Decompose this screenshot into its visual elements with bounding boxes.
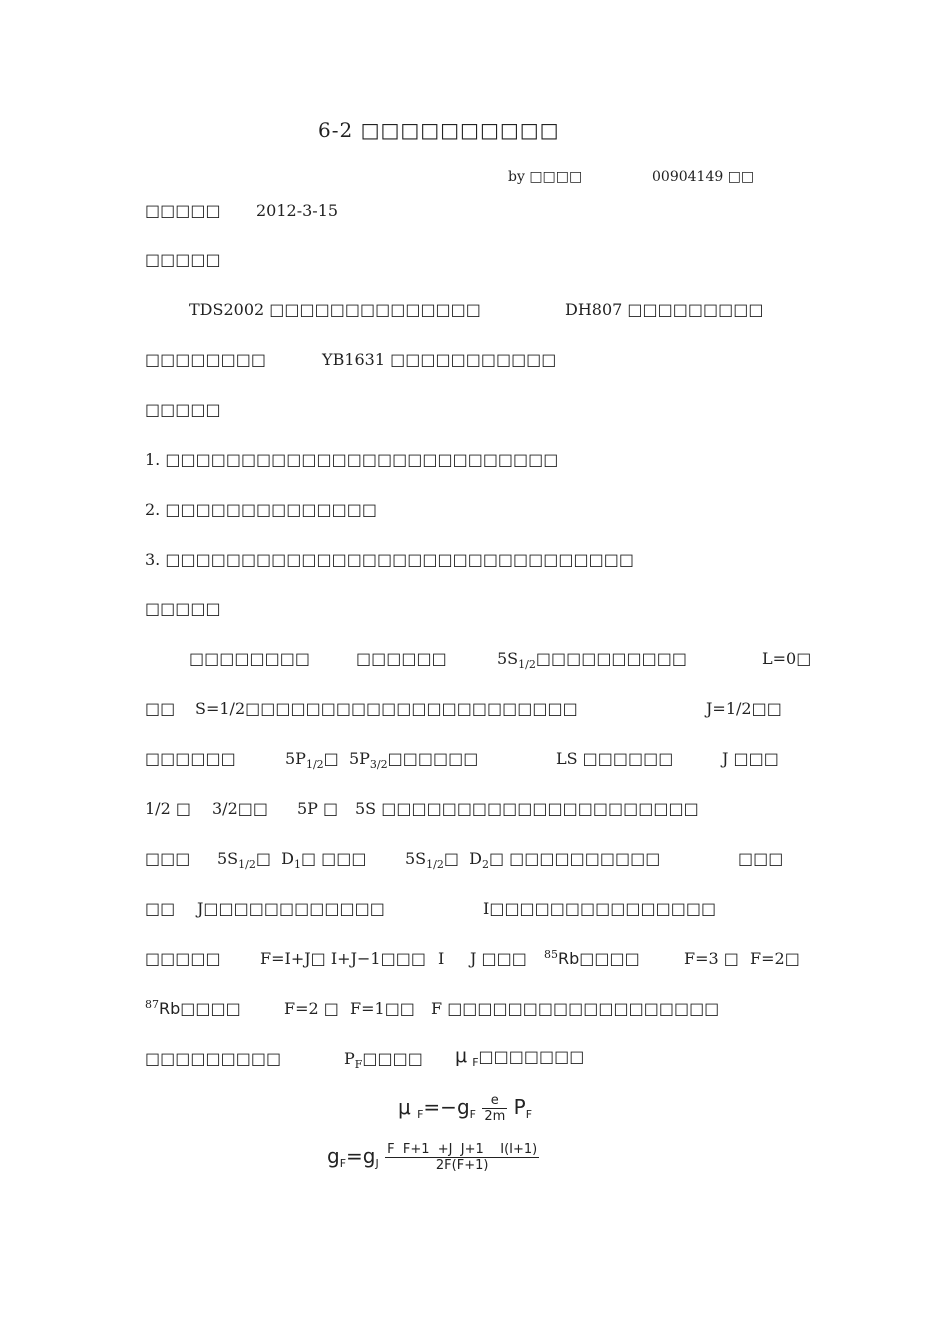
term-pf: $P_F□□□□$ — [344, 1049, 423, 1071]
principle-text: □□□□□□□□ — [189, 649, 310, 668]
principle-text: LS □□□□□□ — [556, 749, 674, 768]
author-byline: by □□□□ — [508, 169, 583, 185]
principle-text: F □□□□□□□□□□□□□□□□□□ — [431, 999, 720, 1018]
principle-text: □□□ — [738, 849, 784, 868]
formula-magnetic-moment: μ $_F=-g_F$ $\frac{e}{2m}$ $P_F$ — [398, 1093, 533, 1124]
principle-text: F=2 □ — [284, 999, 339, 1018]
principle-text: 1/2 □ — [145, 799, 191, 818]
equipment-line2-b: YB1631 □□□□□□□□□□□ — [322, 350, 557, 369]
isotope-rb87: $^{87}$Rb□□□□ — [145, 998, 241, 1018]
principle-text: F=2□ — [750, 949, 800, 968]
principle-text: J □□□ — [722, 749, 779, 768]
term-mu-f: μ $_F$□□□□□□□ — [455, 1045, 585, 1069]
objective-item-3: 3. □□□□□□□□□□□□□□□□□□□□□□□□□□□□□□□ — [145, 550, 634, 569]
principle-text: 3/2□□ — [212, 799, 268, 818]
formula-lande-factor: $g_F=g_J$ $\frac{\text{F F+1 +J J+1 I(I+1)}}{2F(F+1)}$ — [327, 1142, 538, 1173]
objectives-heading: □□□□□ — [145, 400, 221, 419]
principle-text: F=I+J□ I+J−1□□□ — [260, 949, 426, 968]
date-label: □□□□□ — [145, 201, 221, 220]
principle-text: □□□ — [145, 849, 191, 868]
principle-text: J□□□□□□□□□□□□ — [197, 899, 385, 918]
principle-text: □□□□□□ — [356, 649, 447, 668]
principle-text: 5S □□□□□□□□□□□□□□□□□□□□□ — [355, 799, 699, 818]
principle-text: □□□□□□□□□ — [145, 1049, 282, 1068]
principle-text: F=3 □ — [684, 949, 739, 968]
page-title: 6-2 □□□□□□□□□□ — [318, 118, 560, 142]
equipment-line1-b: DH807 □□□□□□□□□ — [565, 300, 764, 319]
isotope-rb85: $^{85}$Rb□□□□ — [544, 948, 640, 968]
objective-item-2: 2. □□□□□□□□□□□□□□ — [145, 500, 377, 519]
principle-heading: □□□□□ — [145, 599, 221, 618]
equipment-line2-a: □□□□□□□□ — [145, 350, 266, 369]
term-d2-line: $5S_{1/2}□$ $D_2□$ □□□□□□□□□□ — [405, 849, 661, 871]
principle-text: □□□□□ — [145, 949, 221, 968]
principle-text: F=1□□ — [350, 999, 415, 1018]
principle-text: J □□□ — [470, 949, 527, 968]
equipment-line1-a: TDS2002 □□□□□□□□□□□□□□ — [189, 300, 481, 319]
principle-text: □□ — [145, 899, 176, 918]
principle-text: □□ — [145, 699, 176, 718]
principle-text: L=0□ — [762, 649, 812, 668]
principle-text: 5P □ — [297, 799, 339, 818]
objective-item-1: 1. □□□□□□□□□□□□□□□□□□□□□□□□□□ — [145, 450, 559, 469]
date-value: 2012-3-15 — [256, 201, 339, 220]
student-id: 00904149 □□ — [652, 169, 755, 185]
principle-text: □□□□□□ — [145, 749, 236, 768]
principle-text: S=1/2□□□□□□□□□□□□□□□□□□□□□□ — [195, 699, 578, 718]
equipment-heading: □□□□□ — [145, 250, 221, 269]
term-5s-half: $5S_{1/2}□□□□□□□□□□$ — [497, 649, 688, 671]
principle-text: I — [438, 949, 445, 968]
term-d1-line: $5S_{1/2}□$ $D_1□$ □□□ — [217, 849, 367, 871]
principle-text: J=1/2□□ — [706, 699, 782, 718]
term-5p-states: $5P_{1/2}□$ $5P_{3/2}□□□□□□$ — [285, 749, 479, 771]
principle-text: I□□□□□□□□□□□□□□□ — [483, 899, 717, 918]
